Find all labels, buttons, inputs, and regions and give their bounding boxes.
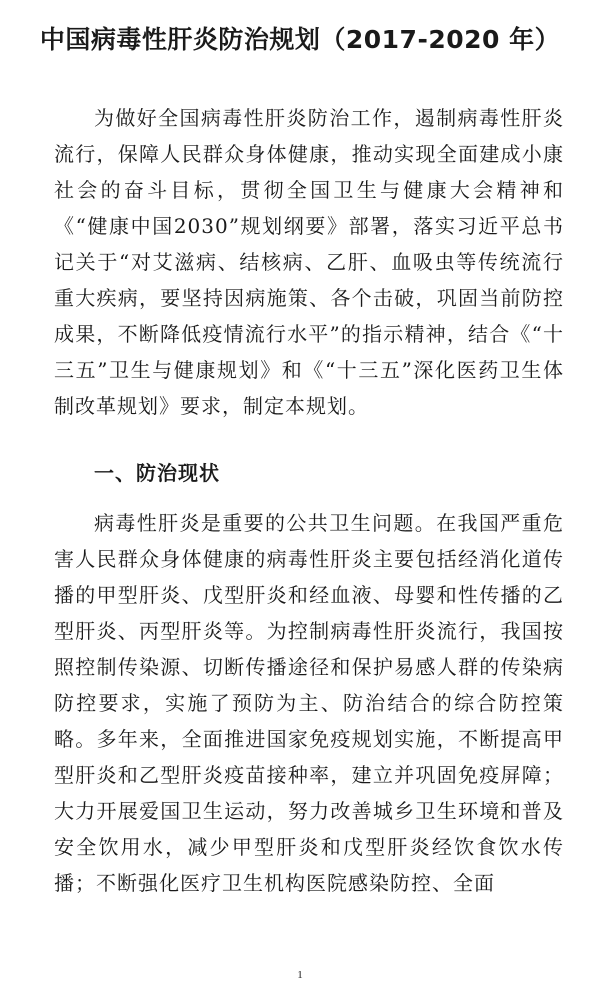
page-number: 1 — [297, 969, 303, 981]
section-heading: 一、防治现状 — [94, 461, 220, 485]
intro-paragraph: 为做好全国病毒性肝炎防治工作，遏制病毒性肝炎流行，保障人民群众身体健康，推动实现全面建成小康社会的奋斗目标，贯彻全国卫生与健康大会精神和《“健康中国2030”规划纲要》部署，落实习近平总书记关于“对艾滋病、结核病、乙肝、血吸虫等传统流行重大疾病，要坚持因病施策、各个击破，巩固当前防控成果，不断降低疫情流行水平”的指示精神，结合《“十三五”卫生与健康规划》和《“十三五”深化医药卫生体制改革规划》要求，制定本规划。 — [54, 106, 564, 418]
section-paragraph: 病毒性肝炎是重要的公共卫生问题。在我国严重危害人民群众身体健康的病毒性肝炎主要包括经消化道传播的甲型肝炎、戊型肝炎和经血液、母婴和性传播的乙型肝炎、丙型肝炎等。为控制病毒性肝炎流行，我国按照控制传染源、切断传播途径和保护易感人群的传染病防控要求，实施了预防为主、防治结合的综合防控策略。多年来，全面推进国家免疫规划实施，不断提高甲型肝炎和乙型肝炎疫苗接种率，建立并巩固免疫屏障；大力开展爱国卫生运动，努力改善城乡卫生环境和普及安全饮用水，减少甲型肝炎和戊型肝炎经饮食饮水传播；不断强化医疗卫生机构医院感染防控、全面 — [54, 511, 564, 895]
document-title: 中国病毒性肝炎防治规划（2017-2020 年） — [39, 25, 561, 54]
